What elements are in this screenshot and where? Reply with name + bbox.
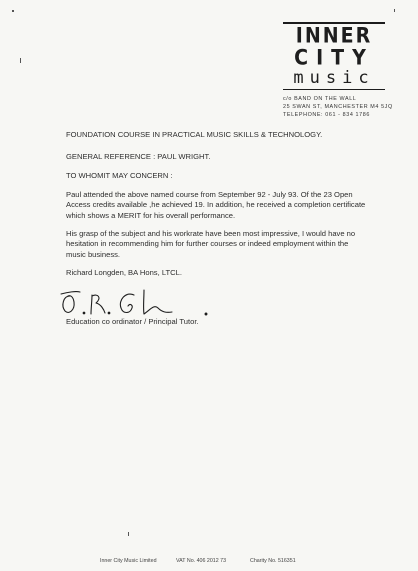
- scan-speck: [128, 532, 129, 536]
- handwritten-signature: [58, 286, 218, 320]
- logo-line-inner: INNER: [295, 23, 373, 49]
- footer-vat-number: VAT No. 406 2012 73: [176, 558, 227, 564]
- address-line-1: c/o BAND ON THE WALL: [283, 96, 357, 102]
- letter-heading: FOUNDATION COURSE IN PRACTICAL MUSIC SKILLS & TECHNOLOGY.: [66, 130, 323, 139]
- footer-charity-number: Charity No. 516351: [250, 558, 296, 564]
- address-line-3: TELEPHONE: 061 - 834 1786: [283, 112, 370, 118]
- address-line-2: 25 SWAN ST, MANCHESTER M4 5JQ: [283, 104, 393, 110]
- scan-speck: [12, 10, 14, 12]
- inner-city-music-logo: [283, 22, 385, 94]
- footer-company: Inner City Music Limited: [100, 558, 157, 564]
- logo-bottom-rule: [283, 89, 385, 90]
- paragraph-recommendation: His grasp of the subject and his workrate have been most impressive, I would have no hesitation in recommending him for further courses or indeed employment within the music business.: [66, 229, 356, 259]
- salutation: TO WHOMIT MAY CONCERN :: [66, 171, 173, 180]
- scan-speck: [20, 58, 21, 63]
- letterhead-address: [283, 95, 393, 119]
- signatory-role: Education co ordinator / Principal Tutor.: [66, 317, 199, 326]
- paragraph-attendance: Paul attended the above named course from September 92 - July 93. Of the 23 Open Access credits available ,he achieved 19. In addition, he received a completion certificate which shows a MERIT for his overall performance.: [66, 190, 366, 220]
- scan-speck: [394, 9, 395, 12]
- logo-line-music: music: [293, 68, 375, 88]
- signatory-name: Richard Longden, BA Hons, LTCL.: [66, 268, 182, 277]
- reference-line: GENERAL REFERENCE : PAUL WRIGHT.: [66, 152, 211, 161]
- logo-line-city: CITY: [294, 45, 374, 71]
